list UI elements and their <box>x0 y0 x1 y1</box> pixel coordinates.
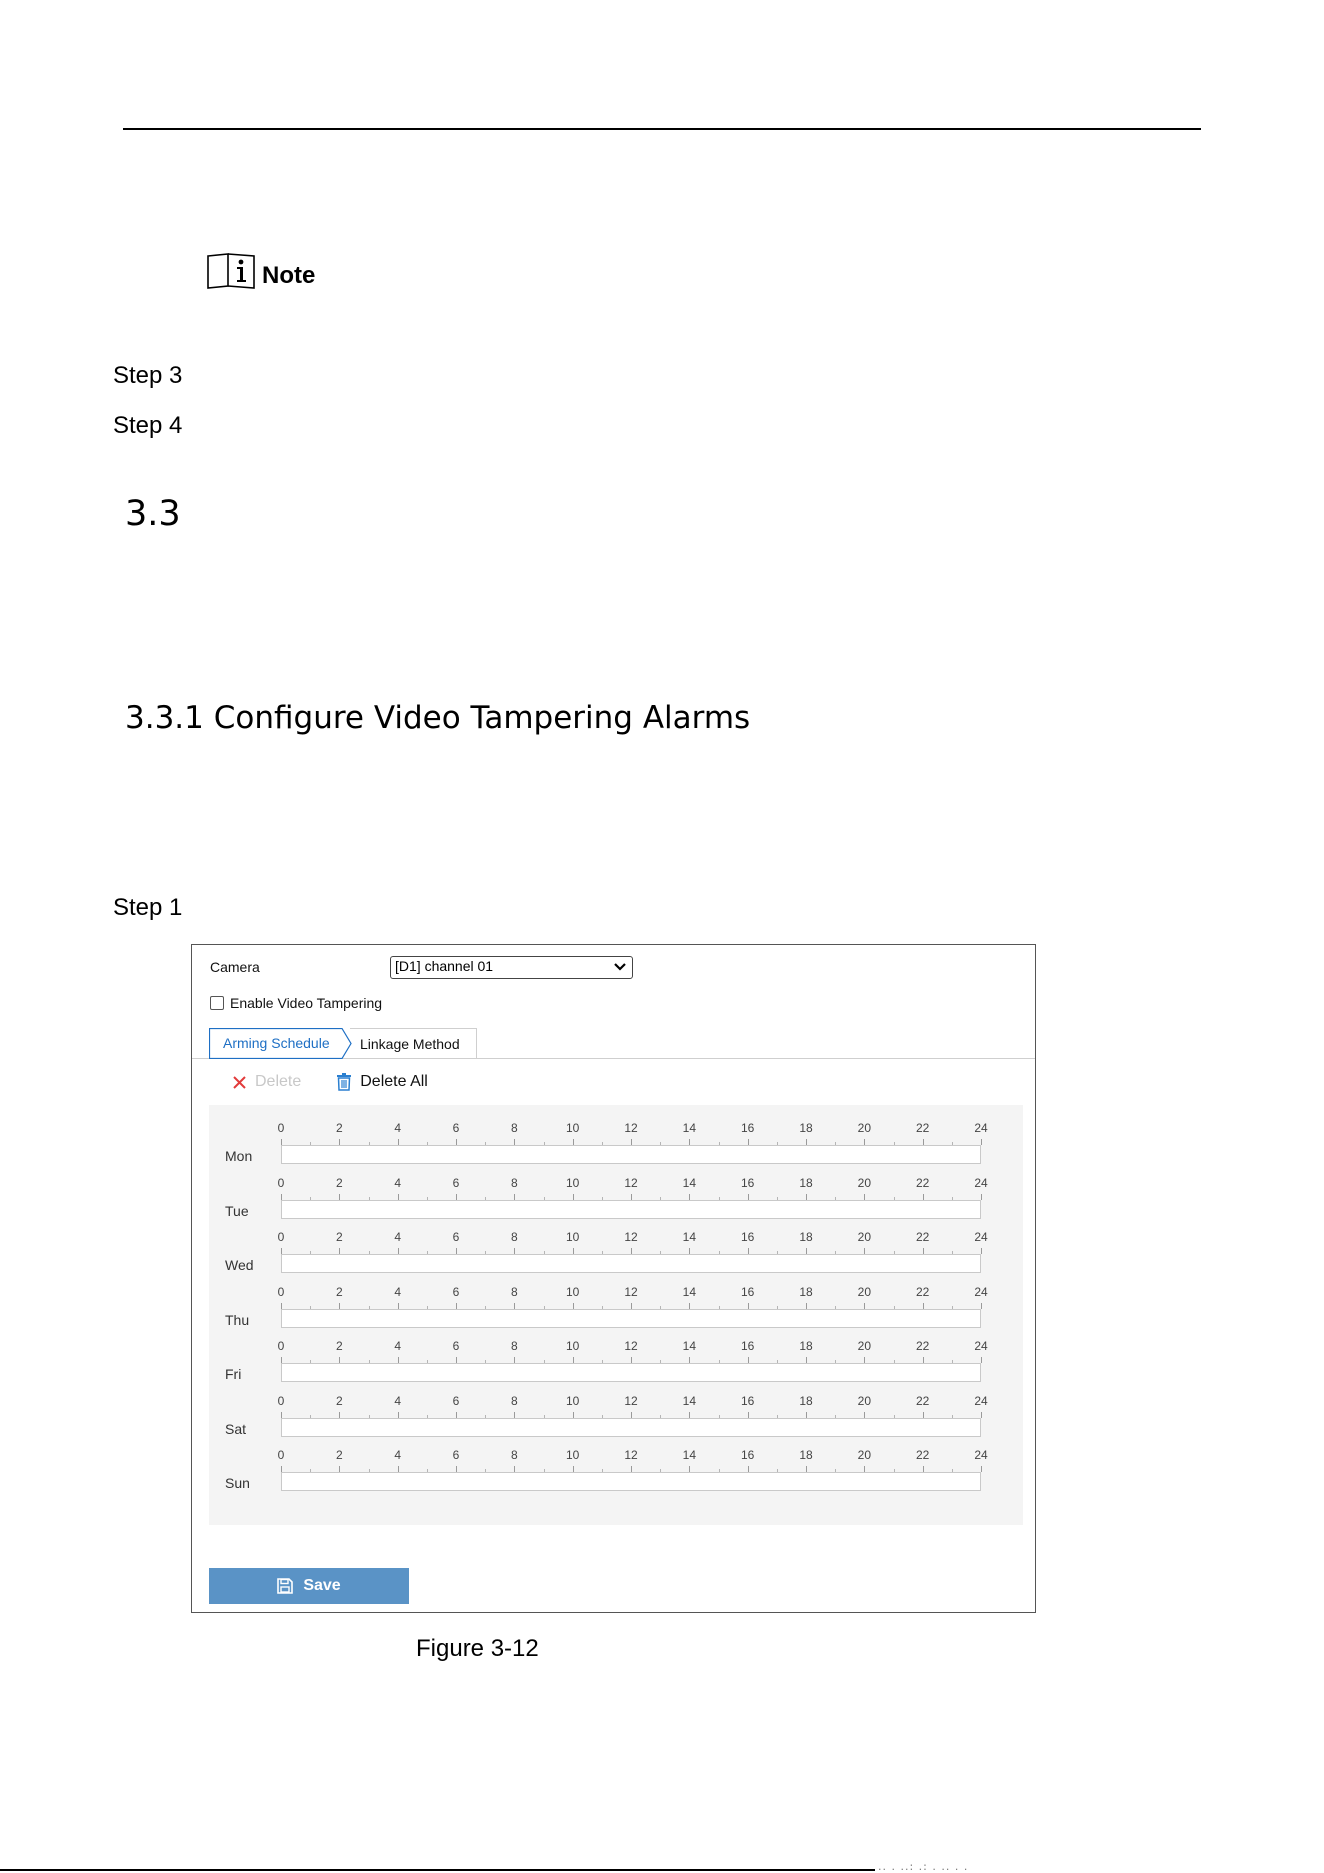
chevron-down-icon <box>614 962 626 972</box>
save-button[interactable] <box>209 1568 409 1604</box>
hour-tick-label: 24 <box>974 1339 988 1353</box>
hour-tick-label: 14 <box>682 1284 697 1299</box>
hour-tick-label: 22 <box>915 1284 930 1299</box>
hour-tick-label: 6 <box>452 1448 460 1462</box>
hour-tick-label: 18 <box>799 1448 813 1462</box>
hour-tick-label: 10 <box>565 1448 580 1462</box>
hour-tick-label: 18 <box>799 1284 813 1299</box>
hour-tick-label: 12 <box>624 1393 638 1408</box>
delete-all-button-label: Delete All <box>360 1073 428 1090</box>
hour-tick-major <box>981 1303 982 1309</box>
enable-video-tampering-label: Enable Video Tampering <box>230 995 383 1011</box>
hour-tick-label: 8 <box>510 1448 518 1462</box>
hour-tick-label: 24 <box>974 1393 988 1408</box>
camera-select[interactable] <box>390 956 633 979</box>
save-button-label: Save <box>303 1577 341 1594</box>
schedule-row-tue <box>209 1176 1023 1230</box>
schedule-row-sun <box>209 1448 1023 1502</box>
step-1-label: Step 1 <box>113 894 183 921</box>
hour-tick-label: 8 <box>510 1284 518 1299</box>
hour-tick-label: 16 <box>740 1175 755 1190</box>
hour-tick-label: 10 <box>565 1121 580 1135</box>
schedule-row-sat <box>209 1394 1023 1448</box>
hour-tick-label: 12 <box>624 1175 638 1190</box>
hour-tick-label: 4 <box>394 1284 401 1299</box>
hour-tick-label: 8 <box>510 1339 518 1353</box>
hour-tick-label: 8 <box>510 1230 518 1244</box>
trash-icon <box>336 1073 352 1091</box>
day-label: Sun <box>225 1475 250 1491</box>
hour-tick-label: 16 <box>740 1284 755 1299</box>
hour-tick-label: 20 <box>857 1121 872 1135</box>
hour-tick-label: 10 <box>565 1230 580 1244</box>
hour-tick-label: 2 <box>335 1121 343 1135</box>
hour-tick-label: 6 <box>452 1175 460 1190</box>
day-label: Sat <box>225 1420 247 1437</box>
tab-arming-schedule[interactable] <box>209 1028 351 1059</box>
hour-tick-label: 14 <box>682 1393 697 1408</box>
hour-tick-label: 16 <box>740 1339 755 1353</box>
enable-video-tampering-row <box>210 995 382 1011</box>
hour-tick-label: 8 <box>510 1175 518 1190</box>
hour-tick-label: 6 <box>452 1339 460 1353</box>
schedule-timeline-bar[interactable] <box>281 1254 981 1273</box>
hour-tick-label: 10 <box>565 1393 580 1408</box>
save-disk-icon <box>277 1578 293 1594</box>
day-label: Mon <box>225 1148 253 1164</box>
schedule-row-wed <box>209 1230 1023 1284</box>
hour-tick-label: 2 <box>335 1339 343 1353</box>
hour-tick-label: 12 <box>624 1448 638 1462</box>
hour-tick-label: 14 <box>682 1175 697 1190</box>
camera-select-value: [D1] channel 01 <box>395 958 494 974</box>
hour-tick-label: 22 <box>915 1448 930 1462</box>
hour-tick-label: 12 <box>624 1121 638 1135</box>
hour-tick-label: 18 <box>799 1230 813 1244</box>
hour-tick-label: 18 <box>799 1393 813 1408</box>
hour-tick-label: 16 <box>740 1393 755 1408</box>
tab-linkage-method[interactable] <box>350 1028 477 1059</box>
hour-tick-label: 24 <box>974 1175 988 1190</box>
note-callout <box>206 252 315 290</box>
hour-tick-label: 2 <box>335 1284 343 1299</box>
note-book-icon <box>206 252 258 290</box>
step-3-label: Step 3 <box>113 362 183 389</box>
day-label: Tue <box>225 1202 249 1219</box>
hour-tick-label: 14 <box>682 1448 697 1462</box>
schedule-row-fri <box>209 1339 1023 1393</box>
screenshot-figure <box>191 944 1036 1613</box>
schedule-timeline-bar[interactable] <box>281 1200 981 1219</box>
hour-tick-label: 22 <box>915 1393 930 1408</box>
hour-tick-major <box>981 1248 982 1254</box>
hour-tick-label: 12 <box>624 1284 638 1299</box>
hour-tick-label: 22 <box>915 1121 930 1135</box>
hour-tick-label: 0 <box>277 1175 285 1190</box>
hour-tick-label: 0 <box>277 1121 285 1135</box>
hour-tick-label: 18 <box>799 1175 813 1190</box>
footer-marks: .. . ..: .: . .. . . <box>878 1860 969 1873</box>
hour-tick-major <box>981 1357 982 1363</box>
hour-tick-label: 0 <box>277 1284 285 1299</box>
hour-tick-label: 8 <box>510 1121 518 1135</box>
hour-tick-label: 18 <box>799 1339 813 1353</box>
close-icon <box>232 1075 247 1090</box>
subsection-title: 3.3.1 Configure Video Tampering Alarms <box>125 700 751 736</box>
schedule-timeline-bar[interactable] <box>281 1363 981 1382</box>
delete-button[interactable] <box>232 1073 301 1091</box>
section-number: 3.3 <box>125 494 181 534</box>
hour-tick-label: 20 <box>857 1448 872 1462</box>
schedule-toolbar <box>232 1073 428 1091</box>
hour-tick-label: 8 <box>510 1393 518 1408</box>
hour-tick-label: 2 <box>335 1448 343 1462</box>
hour-tick-label: 4 <box>394 1175 401 1190</box>
enable-video-tampering-checkbox[interactable] <box>210 996 224 1010</box>
hour-tick-label: 20 <box>857 1339 872 1353</box>
hour-tick-label: 4 <box>394 1339 401 1353</box>
hour-tick-major <box>981 1412 982 1418</box>
hour-tick-label: 24 <box>974 1448 988 1462</box>
hour-tick-label: 10 <box>565 1284 580 1299</box>
arming-schedule-grid <box>209 1105 1023 1525</box>
hour-tick-label: 22 <box>915 1230 930 1244</box>
hour-tick-label: 16 <box>740 1121 755 1135</box>
hour-tick-label: 2 <box>335 1393 343 1408</box>
hour-tick-label: 24 <box>974 1121 988 1135</box>
hour-tick-label: 4 <box>394 1230 401 1244</box>
tab-arming-schedule-label: Arming Schedule <box>223 1035 330 1051</box>
header-rule <box>123 128 1201 130</box>
camera-label: Camera <box>210 959 260 975</box>
hour-tick-label: 20 <box>857 1393 872 1408</box>
hour-tick-label: 12 <box>624 1230 638 1244</box>
hour-tick-major <box>981 1194 982 1200</box>
tab-linkage-method-label: Linkage Method <box>360 1036 460 1052</box>
hour-tick-label: 12 <box>624 1339 638 1353</box>
hour-tick-label: 0 <box>277 1230 285 1244</box>
hour-tick-label: 14 <box>682 1339 697 1353</box>
hour-tick-label: 4 <box>394 1448 401 1462</box>
schedule-timeline-bar[interactable] <box>281 1472 981 1491</box>
delete-all-button[interactable] <box>336 1073 428 1091</box>
hour-tick-major <box>981 1466 982 1472</box>
figure-caption: Figure 3-12 <box>416 1635 539 1662</box>
schedule-timeline-bar[interactable] <box>281 1418 981 1437</box>
schedule-timeline-bar[interactable] <box>281 1145 981 1164</box>
step-4-label: Step 4 <box>113 412 183 439</box>
hour-tick-label: 24 <box>974 1284 988 1299</box>
footer-rule <box>0 1869 875 1871</box>
schedule-timeline-bar[interactable] <box>281 1309 981 1328</box>
hour-tick-label: 20 <box>857 1175 872 1190</box>
hour-tick-label: 0 <box>277 1339 285 1353</box>
delete-button-label: Delete <box>255 1073 302 1090</box>
day-label: Fri <box>225 1366 242 1382</box>
hour-tick-label: 0 <box>277 1448 285 1462</box>
hour-tick-label: 2 <box>335 1175 343 1190</box>
hour-tick-label: 16 <box>740 1448 755 1462</box>
hour-tick-label: 0 <box>277 1393 285 1408</box>
hour-tick-label: 20 <box>857 1284 872 1299</box>
hour-tick-label: 24 <box>974 1230 988 1244</box>
hour-tick-label: 2 <box>335 1230 343 1244</box>
hour-tick-label: 14 <box>682 1230 697 1244</box>
note-label: Note <box>262 262 316 289</box>
hour-tick-label: 22 <box>915 1175 930 1190</box>
schedule-row-mon <box>209 1121 1023 1175</box>
hour-tick-label: 10 <box>565 1339 580 1353</box>
hour-tick-major <box>981 1139 982 1145</box>
hour-tick-label: 6 <box>452 1284 460 1299</box>
hour-tick-label: 4 <box>394 1121 401 1135</box>
schedule-row-thu <box>209 1285 1023 1339</box>
hour-tick-label: 16 <box>740 1230 755 1244</box>
day-label: Wed <box>225 1257 254 1273</box>
hour-tick-label: 22 <box>915 1339 930 1353</box>
hour-tick-label: 14 <box>682 1121 697 1135</box>
hour-tick-label: 18 <box>799 1121 813 1135</box>
hour-tick-label: 4 <box>394 1393 401 1408</box>
hour-tick-label: 10 <box>565 1175 580 1190</box>
hour-tick-label: 6 <box>452 1393 460 1408</box>
hour-tick-label: 6 <box>452 1230 460 1244</box>
hour-tick-label: 6 <box>452 1121 460 1135</box>
hour-tick-label: 20 <box>857 1230 872 1244</box>
day-label: Thu <box>225 1311 250 1328</box>
